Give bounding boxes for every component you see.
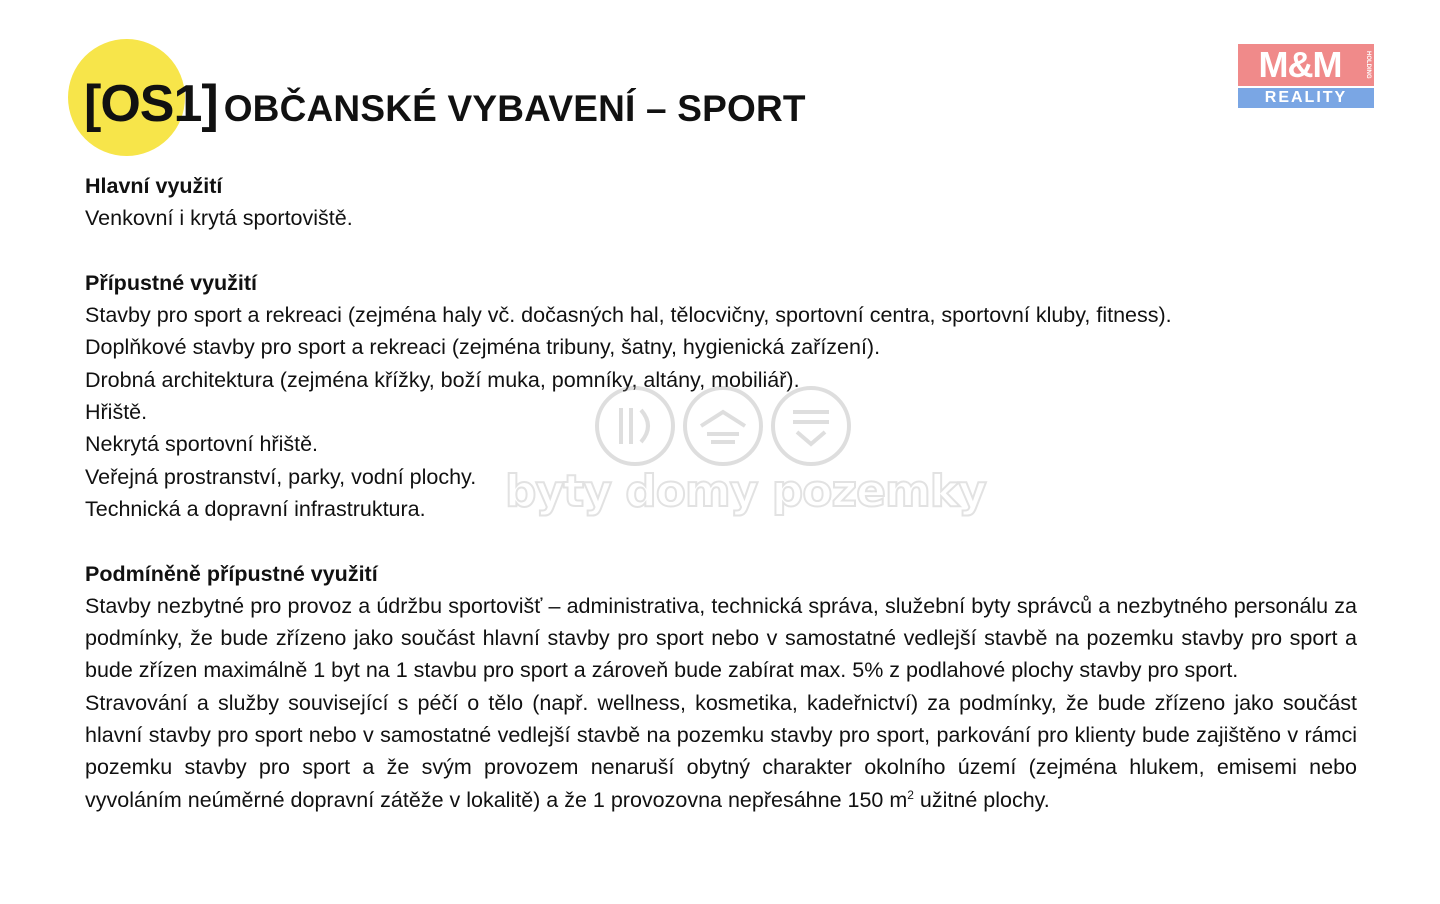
- main-use-line: Venkovní i krytá sportoviště.: [85, 206, 353, 231]
- page-title: [84, 74, 806, 134]
- permitted-use-line: Technická a dopravní infrastruktura.: [85, 496, 426, 521]
- spacer: [85, 525, 1357, 557]
- permitted-use-line: Doplňkové stavby pro sport a rekreaci (zejména tribuny, šatny, hygienická zařízení).: [85, 335, 881, 360]
- logo-reality-text: REALITY: [1238, 88, 1374, 108]
- permitted-use-line: Drobná architektura (zejména křížky, boží muka, pomníky, altány, mobiliář).: [85, 367, 800, 392]
- watermark-text: byty domy pozemky: [505, 466, 986, 517]
- permitted-use-line: Veřejná prostranství, parky, vodní plochy.: [85, 464, 477, 489]
- company-logo: [1238, 44, 1374, 108]
- conditional-use-paragraph-2-text: Stravování a služby související s péčí o tělo (např. wellness, kosmetika, kadeřnictví) za podmínky, že bude zřízeno jako součást hlavní stavby pro sport nebo v samostatné vedlejší stavbě na pozemku stavby pro sport, parkování pro klienty bude zajištěno v rámci pozemku stavby pro sport a že svým provozem nenaruší obytný charakter okolního území (zejména hlukem, emisemi nebo vyvoláním neúměrné dopravní zátěže v lokalitě) a že 1 provozovna nepřesáhne 150 m: [85, 690, 1357, 812]
- section-heading-conditional-use: Podmíněně přípustné využití: [85, 561, 378, 586]
- zone-code: [OS1]: [84, 75, 218, 133]
- permitted-use-line: Nekrytá sportovní hřiště.: [85, 432, 319, 457]
- section-heading-main-use: Hlavní využití: [85, 174, 223, 198]
- conditional-use-paragraph-1: Stavby nezbytné pro provoz a údržbu sportovišť – administrativa, technická správa, služební byty správců a nezbytného personálu za podmínky, že bude zřízeno jako součást hlavní stavby pro sport nebo v samostatné vedlejší stavbě na pozemku stavby pro sport a bude zřízen maximálně 1 byt na 1 stavbu pro sport a zároveň bude zabírat max. 5% z podlahové plochy stavby pro sport.: [85, 593, 1357, 683]
- logo-mm-text: M&M: [1238, 44, 1362, 86]
- permitted-use-line: Hřiště.: [85, 400, 148, 425]
- conditional-use-paragraph-2: [85, 687, 1357, 816]
- zone-title: OBČANSKÉ VYBAVENÍ – SPORT: [223, 88, 806, 129]
- document-body: [85, 170, 1357, 816]
- spacer: [85, 235, 1357, 267]
- permitted-use-line: Stavby pro sport a rekreaci (zejména haly vč. dočasných hal, tělocvičny, sportovní centra, sportovní kluby, fitness).: [85, 303, 1172, 328]
- superscript-2: 2: [907, 787, 914, 802]
- section-heading-permitted-use: Přípustné využití: [85, 270, 258, 295]
- logo-holding-text: HOLDING: [1362, 44, 1374, 86]
- conditional-use-paragraph-2-end: užitné plochy.: [913, 787, 1050, 812]
